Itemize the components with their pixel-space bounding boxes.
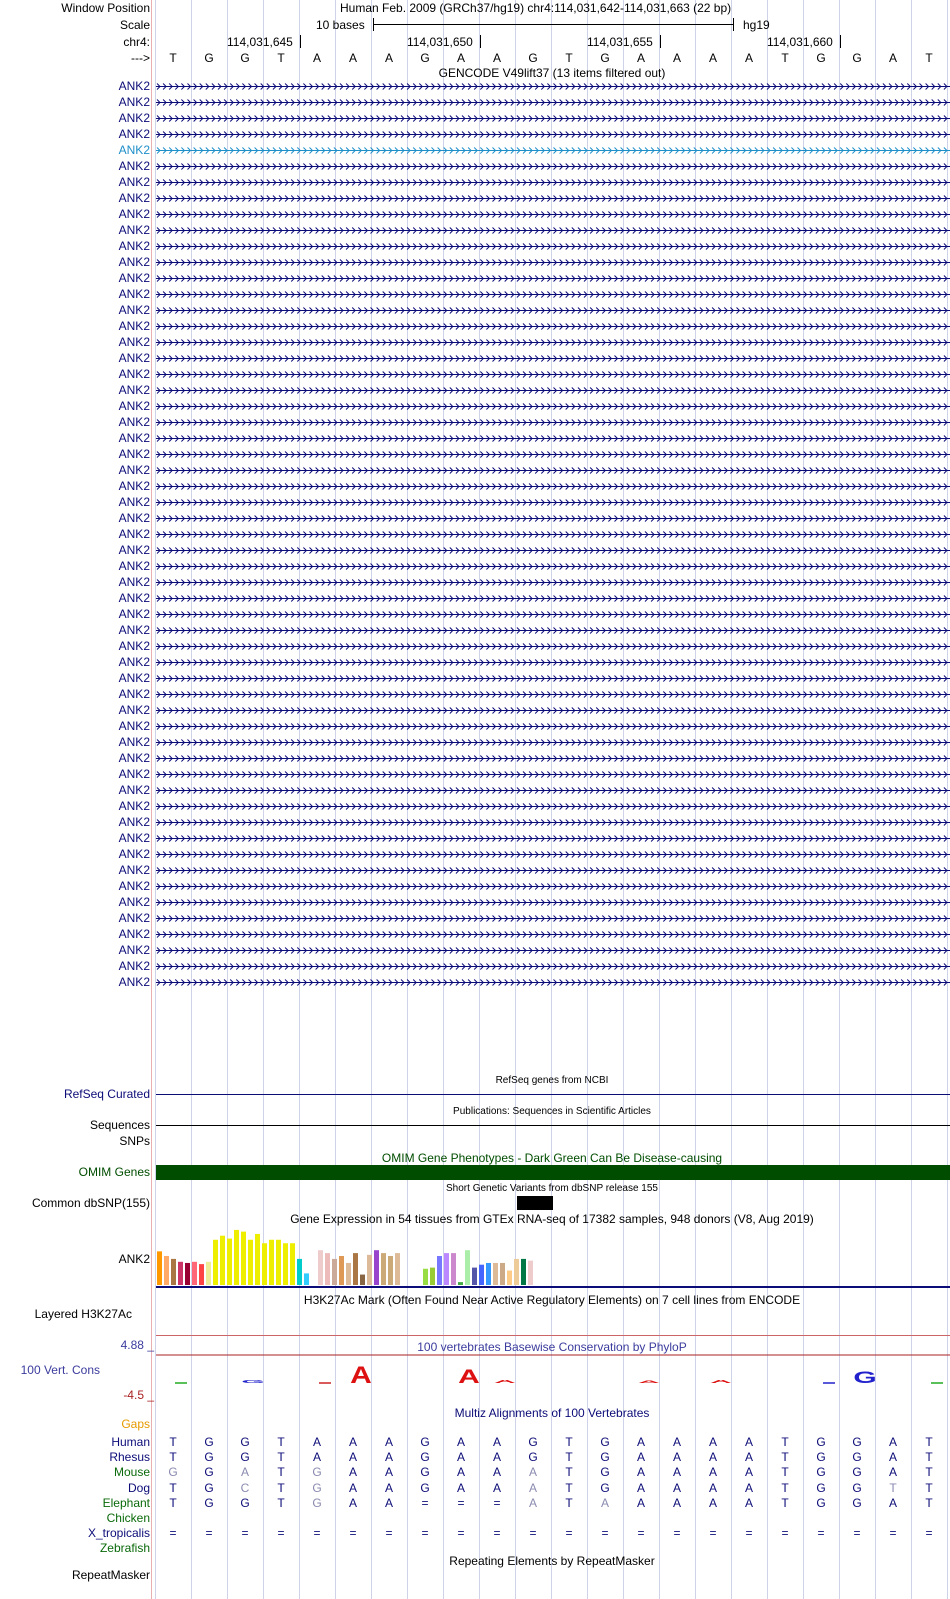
gencode-transcript-label[interactable]: ANK2 — [118, 943, 150, 957]
multiz-aligned-base: T — [277, 1480, 285, 1495]
multiz-aligned-base: T — [277, 1435, 285, 1449]
reference-base: G — [204, 51, 214, 65]
multiz-aligned-base: A — [708, 1465, 717, 1480]
reference-base: T — [781, 51, 789, 65]
gencode-transcript-label[interactable]: ANK2 — [118, 575, 150, 589]
scale-db-text: hg19 — [743, 18, 770, 32]
multiz-aligned-base: A — [744, 1465, 753, 1480]
gencode-transcript-label[interactable]: ANK2 — [118, 335, 150, 349]
multiz-aligned-base: G — [852, 1480, 862, 1495]
reference-base: T — [277, 51, 285, 65]
phylop-base-letter: A — [638, 1379, 660, 1384]
gencode-transcript-label[interactable]: ANK2 — [118, 351, 150, 365]
gtex-track-title: Gene Expression in 54 tissues from GTEx RNA-seq of 17382 samples, 948 donors (V8, Aug 2019) — [290, 1212, 814, 1226]
reference-base: A — [744, 51, 753, 65]
scale-label: Scale — [119, 18, 150, 32]
gencode-transcript-label[interactable]: ANK2 — [118, 543, 150, 557]
reference-base: A — [492, 51, 501, 65]
multiz-aligned-base: A — [384, 1435, 393, 1449]
gencode-transcript-label[interactable]: ANK2 — [118, 319, 150, 333]
multiz-aligned-base: = — [493, 1495, 501, 1510]
multiz-aligned-base: A — [528, 1465, 537, 1480]
gencode-transcript-label[interactable]: ANK2 — [118, 847, 150, 861]
multiz-aligned-base: = — [457, 1495, 465, 1510]
multiz-species-label[interactable]: Rhesus — [109, 1450, 150, 1465]
gencode-transcript-label[interactable]: ANK2 — [118, 271, 150, 285]
multiz-aligned-base: G — [312, 1480, 322, 1495]
gencode-transcript-label[interactable]: ANK2 — [118, 95, 150, 109]
repeatmasker-track-title: Repeating Elements by RepeatMasker — [449, 1554, 655, 1568]
multiz-aligned-base: = — [313, 1526, 321, 1541]
gencode-transcript-label[interactable]: ANK2 — [118, 463, 150, 477]
phylop-max-label: 4.88 _ — [120, 1338, 154, 1352]
phylop-base-letter: A — [350, 1360, 372, 1389]
gencode-transcript-label[interactable]: ANK2 — [118, 479, 150, 493]
reference-base: G — [816, 51, 826, 65]
multiz-aligned-base: G — [240, 1450, 250, 1465]
multiz-aligned-base: G — [852, 1450, 862, 1465]
multiz-aligned-base: A — [888, 1495, 897, 1510]
coordinate-tick-label: 114,031,645 — [227, 35, 293, 49]
reference-base: T — [169, 51, 177, 65]
multiz-aligned-base: T — [781, 1435, 789, 1449]
phylop-track-label[interactable]: 100 Vert. Cons — [20, 1363, 100, 1377]
multiz-aligned-base: A — [672, 1450, 681, 1465]
multiz-aligned-base: A — [384, 1465, 393, 1480]
reference-base: A — [312, 51, 321, 65]
multiz-aligned-base: G — [204, 1450, 214, 1465]
gencode-transcript-label[interactable]: ANK2 — [118, 415, 150, 429]
gencode-transcript-label[interactable]: ANK2 — [118, 159, 150, 173]
multiz-aligned-base: T — [565, 1465, 573, 1480]
gencode-transcript-label[interactable]: ANK2 — [118, 175, 150, 189]
gencode-transcript-label[interactable]: ANK2 — [118, 111, 150, 125]
multiz-aligned-base: T — [169, 1495, 177, 1510]
multiz-aligned-base: T — [781, 1480, 789, 1495]
multiz-aligned-base: A — [348, 1435, 357, 1449]
gaps-label: Gaps — [121, 1417, 150, 1431]
publications-track-label[interactable]: Sequences — [89, 1118, 150, 1132]
gencode-transcript-label[interactable]: ANK2 — [118, 863, 150, 877]
strand-label: ---> — [131, 51, 150, 65]
multiz-aligned-base: A — [384, 1450, 393, 1465]
multiz-aligned-base: A — [348, 1480, 357, 1495]
phylop-base-letter: A — [494, 1378, 516, 1385]
h3k27ac-track-label[interactable]: Layered H3K27Ac — [34, 1307, 132, 1321]
multiz-species-label[interactable]: Elephant — [102, 1495, 150, 1510]
gencode-transcript-label[interactable]: ANK2 — [118, 767, 150, 781]
multiz-aligned-base: = — [925, 1526, 933, 1541]
multiz-aligned-base: T — [565, 1480, 573, 1495]
reference-base: G — [240, 51, 250, 65]
multiz-aligned-base: A — [708, 1450, 717, 1465]
chrom-label: chr4: — [123, 35, 150, 49]
multiz-aligned-base: G — [204, 1480, 214, 1495]
reference-base: A — [456, 51, 465, 65]
multiz-aligned-base: G — [204, 1495, 214, 1510]
snps-track-label[interactable]: SNPs — [119, 1134, 150, 1148]
gencode-transcript-label[interactable]: ANK2 — [118, 703, 150, 717]
gencode-transcript-label[interactable]: ANK2 — [118, 879, 150, 893]
publications-track-title: Publications: Sequences in Scientific Articles — [453, 1106, 651, 1117]
multiz-aligned-base: G — [168, 1465, 178, 1480]
multiz-aligned-base: = — [457, 1526, 465, 1541]
window-position-label: Window Position — [61, 1, 150, 15]
multiz-aligned-base: A — [312, 1450, 321, 1465]
multiz-aligned-base: G — [240, 1435, 250, 1449]
phylop-min-label: -4.5 _ — [123, 1388, 154, 1402]
multiz-aligned-base: T — [277, 1450, 285, 1465]
gencode-transcript-label[interactable]: ANK2 — [118, 223, 150, 237]
multiz-aligned-base: G — [816, 1480, 826, 1495]
multiz-aligned-base: = — [817, 1526, 825, 1541]
reference-base: G — [420, 51, 430, 65]
multiz-aligned-base: A — [456, 1450, 465, 1465]
multiz-aligned-base: = — [421, 1495, 429, 1510]
multiz-aligned-base: A — [528, 1480, 537, 1495]
gencode-transcript-label[interactable]: ANK2 — [118, 831, 150, 845]
multiz-aligned-base: A — [384, 1480, 393, 1495]
multiz-aligned-base: A — [348, 1450, 357, 1465]
reference-base: A — [348, 51, 357, 65]
gencode-transcript-label[interactable]: ANK2 — [118, 975, 150, 989]
gencode-transcript-label[interactable]: ANK2 — [118, 655, 150, 669]
phylop-base-letter: G — [241, 1378, 265, 1385]
gencode-transcript-label[interactable]: ANK2 — [118, 671, 150, 685]
multiz-species-label[interactable]: Mouse — [113, 1465, 150, 1480]
gencode-transcript-label[interactable]: ANK2 — [118, 143, 150, 157]
multiz-aligned-base: A — [528, 1495, 537, 1510]
multiz-aligned-base: = — [349, 1526, 357, 1541]
assembly-position-title: Human Feb. 2009 (GRCh37/hg19) chr4:114,031,642-114,031,663 (22 bp) — [340, 1, 732, 15]
gencode-transcript-label[interactable]: ANK2 — [118, 511, 150, 525]
reference-base: G — [600, 51, 610, 65]
multiz-aligned-base: A — [492, 1450, 501, 1465]
multiz-aligned-base: T — [565, 1495, 573, 1510]
gencode-transcript-label[interactable]: ANK2 — [118, 911, 150, 925]
multiz-aligned-base: G — [528, 1435, 538, 1449]
reference-base: T — [925, 51, 933, 65]
gencode-transcript-label[interactable]: ANK2 — [118, 79, 150, 93]
multiz-aligned-base: T — [925, 1450, 933, 1465]
multiz-aligned-base: T — [781, 1465, 789, 1480]
multiz-aligned-base: A — [708, 1480, 717, 1495]
gencode-transcript-label[interactable]: ANK2 — [118, 591, 150, 605]
multiz-aligned-base: T — [781, 1495, 789, 1510]
multiz-aligned-base: A — [492, 1480, 501, 1495]
multiz-aligned-base: G — [816, 1435, 826, 1449]
gencode-track-title: GENCODE V49lift37 (13 items filtered out) — [438, 66, 666, 80]
multiz-aligned-base: A — [384, 1495, 393, 1510]
multiz-aligned-base: A — [744, 1495, 753, 1510]
multiz-aligned-base: T — [889, 1480, 897, 1495]
reference-base: A — [888, 51, 897, 65]
multiz-aligned-base: A — [636, 1465, 645, 1480]
multiz-aligned-base: = — [601, 1526, 609, 1541]
multiz-aligned-base: = — [565, 1526, 573, 1541]
multiz-aligned-base: T — [169, 1435, 177, 1449]
multiz-aligned-base: G — [600, 1435, 610, 1449]
multiz-aligned-base: = — [169, 1526, 177, 1541]
phylop-base-letter: A — [458, 1366, 480, 1388]
multiz-aligned-base: = — [889, 1526, 897, 1541]
reference-base: T — [565, 51, 573, 65]
multiz-aligned-base: A — [636, 1495, 645, 1510]
gencode-transcript-label[interactable]: ANK2 — [118, 367, 150, 381]
refseq-track-label[interactable]: RefSeq Curated — [63, 1087, 150, 1101]
multiz-aligned-base: = — [853, 1526, 861, 1541]
gencode-transcript-label[interactable]: ANK2 — [118, 959, 150, 973]
gencode-transcript-label[interactable]: ANK2 — [118, 719, 150, 733]
multiz-aligned-base: A — [492, 1435, 501, 1449]
multiz-aligned-base: A — [492, 1465, 501, 1480]
multiz-aligned-base: T — [925, 1480, 933, 1495]
multiz-aligned-base: = — [205, 1526, 213, 1541]
multiz-track-title: Multiz Alignments of 100 Vertebrates — [454, 1406, 650, 1420]
multiz-aligned-base: A — [672, 1480, 681, 1495]
multiz-aligned-base: A — [636, 1450, 645, 1465]
gencode-transcript-label[interactable]: ANK2 — [118, 687, 150, 701]
phylop-base-letter: A — [710, 1378, 732, 1385]
multiz-aligned-base: A — [600, 1495, 609, 1510]
gencode-transcript-label[interactable]: ANK2 — [118, 799, 150, 813]
gencode-transcript-label[interactable]: ANK2 — [118, 751, 150, 765]
multiz-aligned-base: A — [456, 1480, 465, 1495]
multiz-aligned-base: T — [277, 1465, 285, 1480]
multiz-aligned-base: A — [312, 1435, 321, 1449]
coordinate-tick-label: 114,031,655 — [587, 35, 653, 49]
gencode-transcript-label[interactable]: ANK2 — [118, 815, 150, 829]
phylop-base-letter: G — [853, 1368, 877, 1388]
multiz-aligned-base: G — [816, 1465, 826, 1480]
multiz-aligned-base: A — [456, 1435, 465, 1449]
multiz-aligned-base: T — [925, 1495, 933, 1510]
multiz-aligned-base: A — [672, 1435, 681, 1449]
multiz-aligned-base: T — [169, 1480, 177, 1495]
multiz-aligned-base: G — [420, 1480, 430, 1495]
multiz-species-label[interactable]: Dog — [127, 1480, 150, 1495]
reference-base: A — [384, 51, 393, 65]
gencode-transcript-label[interactable]: ANK2 — [118, 191, 150, 205]
multiz-aligned-base: G — [600, 1480, 610, 1495]
multiz-aligned-base: G — [240, 1495, 250, 1510]
multiz-species-label[interactable]: Chicken — [106, 1511, 150, 1525]
multiz-aligned-base: G — [420, 1435, 430, 1449]
gencode-transcript-label[interactable]: ANK2 — [118, 639, 150, 653]
dbsnp-track-title: Short Genetic Variants from dbSNP release 155 — [446, 1183, 658, 1194]
multiz-aligned-base: G — [420, 1465, 430, 1480]
multiz-aligned-base: G — [852, 1495, 862, 1510]
h3k27ac-track-title: H3K27Ac Mark (Often Found Near Active Regulatory Elements) on 7 cell lines from ENCODE — [303, 1293, 801, 1307]
gencode-transcript-label[interactable]: ANK2 — [118, 927, 150, 941]
gtex-track-label[interactable]: ANK2 — [118, 1252, 150, 1266]
multiz-aligned-base: C — [240, 1480, 250, 1495]
multiz-aligned-base: A — [348, 1495, 357, 1510]
gencode-transcript-label[interactable]: ANK2 — [118, 399, 150, 413]
multiz-aligned-base: A — [708, 1435, 717, 1449]
gencode-transcript-label[interactable]: ANK2 — [118, 783, 150, 797]
coordinate-tick-label: 114,031,650 — [407, 35, 473, 49]
phylop-track-title: 100 vertebrates Basewise Conservation by PhyloP — [417, 1340, 687, 1354]
multiz-aligned-base: G — [600, 1450, 610, 1465]
scale-bases-text: 10 bases — [316, 18, 365, 32]
repeatmasker-track-label[interactable]: RepeatMasker — [71, 1568, 150, 1582]
reference-base: G — [852, 51, 862, 65]
gencode-transcript-label[interactable]: ANK2 — [118, 559, 150, 573]
multiz-aligned-base: = — [529, 1526, 537, 1541]
reference-base: A — [708, 51, 717, 65]
gencode-transcript-label[interactable]: ANK2 — [118, 447, 150, 461]
multiz-aligned-base: = — [673, 1526, 681, 1541]
omim-track-label[interactable]: OMIM Genes — [78, 1165, 150, 1179]
multiz-aligned-base: G — [312, 1465, 322, 1480]
multiz-aligned-base: A — [744, 1435, 753, 1449]
multiz-aligned-base: T — [925, 1435, 933, 1449]
gencode-transcript-label[interactable]: ANK2 — [118, 527, 150, 541]
multiz-aligned-base: A — [888, 1465, 897, 1480]
reference-base: A — [672, 51, 681, 65]
gencode-transcript-label[interactable]: ANK2 — [118, 303, 150, 317]
multiz-aligned-base: G — [852, 1465, 862, 1480]
multiz-aligned-base: A — [636, 1480, 645, 1495]
dbsnp-track-label[interactable]: Common dbSNP(155) — [31, 1196, 150, 1210]
multiz-aligned-base: T — [925, 1465, 933, 1480]
multiz-aligned-base: A — [672, 1495, 681, 1510]
multiz-aligned-base: T — [169, 1450, 177, 1465]
multiz-aligned-base: = — [709, 1526, 717, 1541]
multiz-species-label[interactable]: Human — [111, 1435, 150, 1449]
multiz-aligned-base: G — [600, 1465, 610, 1480]
multiz-aligned-base: A — [636, 1435, 645, 1449]
multiz-aligned-base: G — [204, 1465, 214, 1480]
multiz-aligned-base: = — [745, 1526, 753, 1541]
gencode-transcript-label[interactable]: ANK2 — [118, 495, 150, 509]
gencode-transcript-label[interactable]: ANK2 — [118, 735, 150, 749]
multiz-aligned-base: G — [816, 1450, 826, 1465]
multiz-aligned-base: T — [565, 1450, 573, 1465]
gencode-transcript-label[interactable]: ANK2 — [118, 255, 150, 269]
multiz-aligned-base: A — [744, 1480, 753, 1495]
reference-base: G — [528, 51, 538, 65]
multiz-aligned-base: = — [781, 1526, 789, 1541]
refseq-track-title: RefSeq genes from NCBI — [495, 1075, 609, 1086]
multiz-aligned-base: A — [240, 1465, 249, 1480]
multiz-aligned-base: = — [637, 1526, 645, 1541]
multiz-aligned-base: G — [852, 1435, 862, 1449]
multiz-aligned-base: A — [348, 1465, 357, 1480]
multiz-aligned-base: T — [565, 1435, 573, 1449]
multiz-aligned-base: = — [493, 1526, 501, 1541]
multiz-aligned-base: G — [420, 1450, 430, 1465]
gencode-transcript-label[interactable]: ANK2 — [118, 287, 150, 301]
reference-base: A — [636, 51, 645, 65]
multiz-species-label[interactable]: Zebrafish — [99, 1541, 150, 1556]
gencode-transcript-label[interactable]: ANK2 — [118, 623, 150, 637]
omim-track-title: OMIM Gene Phenotypes - Dark Green Can Be Disease-causing — [381, 1151, 723, 1165]
multiz-aligned-base: T — [781, 1450, 789, 1465]
multiz-aligned-base: G — [204, 1435, 214, 1449]
gencode-transcript-label[interactable]: ANK2 — [118, 607, 150, 621]
multiz-aligned-base: G — [816, 1495, 826, 1510]
multiz-aligned-base: A — [888, 1450, 897, 1465]
gencode-transcript-label[interactable]: ANK2 — [118, 207, 150, 221]
gencode-transcript-label[interactable]: ANK2 — [118, 895, 150, 909]
multiz-aligned-base: A — [456, 1465, 465, 1480]
gencode-transcript-label[interactable]: ANK2 — [118, 383, 150, 397]
coordinate-tick-label: 114,031,660 — [767, 35, 833, 49]
multiz-aligned-base: = — [421, 1526, 429, 1541]
multiz-aligned-base: = — [385, 1526, 393, 1541]
multiz-species-label[interactable]: X_tropicalis — [87, 1526, 150, 1541]
multiz-aligned-base: A — [672, 1465, 681, 1480]
multiz-aligned-base: T — [277, 1495, 285, 1510]
multiz-aligned-base: A — [708, 1495, 717, 1510]
multiz-aligned-base: A — [744, 1450, 753, 1465]
multiz-aligned-base: G — [528, 1450, 538, 1465]
multiz-aligned-base: G — [312, 1495, 322, 1510]
gencode-transcript-label[interactable]: ANK2 — [118, 239, 150, 253]
multiz-aligned-base: A — [888, 1435, 897, 1449]
multiz-aligned-base: = — [277, 1526, 285, 1541]
gencode-transcript-label[interactable]: ANK2 — [118, 127, 150, 141]
multiz-aligned-base: = — [241, 1526, 249, 1541]
gencode-transcript-label[interactable]: ANK2 — [118, 431, 150, 445]
